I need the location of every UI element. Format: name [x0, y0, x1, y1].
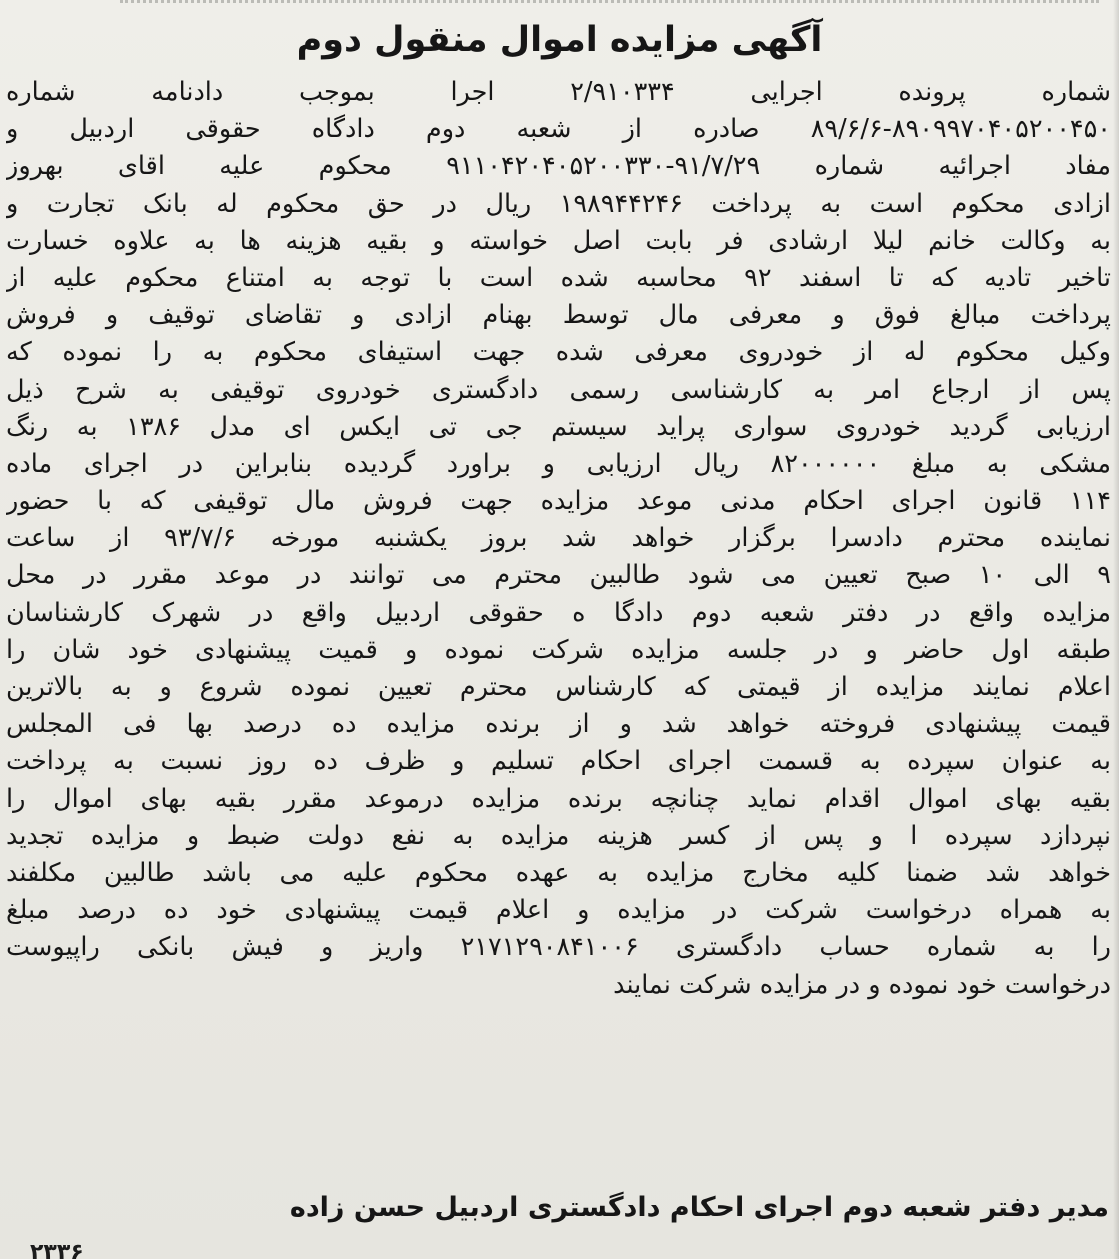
notice-body	[6, 74, 1111, 1004]
body-line: مزایده واقع در دفتر شعبه دوم دادگا ه حقوقی اردبیل واقع در شهرک کارشناسان	[6, 597, 1111, 628]
paper-edge-shadow	[1113, 0, 1119, 1259]
body-line: ارزیابی گردید خودروی سواری پراید سیستم جی تی ایکس ای مدل ۱۳۸۶ به رنگ	[6, 411, 1111, 442]
body-line: ۸۹/۶/۶-۸۹۰۹۹۷۰۴۰۵۲۰۰۴۵۰ صادره از شعبه دوم دادگاه حقوقی اردبیل و	[6, 114, 1111, 145]
body-line: خواهد شد ضمنا کلیه مخارج مزایده به عهده محکوم علیه می باشد طالبین مکلفند	[6, 857, 1111, 888]
body-line-last: درخواست خود نموده و در مزایده شرکت نمایند	[613, 969, 1111, 1000]
body-line: شماره پرونده اجرایی ۲/۹۱۰۳۳۴ اجرا بموجب دادنامه شماره	[6, 77, 1111, 107]
signature-line: مدیر دفتر شعبه دوم اجرای احکام دادگستری اردبیل حسن زاده	[289, 1192, 1109, 1223]
body-line: ۹ الی ۱۰ صبح تعیین می شود طالبین محترم می توانند در موعد مقرر در محل	[6, 560, 1111, 591]
body-line: قیمت پیشنهادی فروخته خواهد شد و از برنده مزایده ده درصد بها فی المجلس	[6, 709, 1111, 740]
notice-title: آگهی مزایده اموال منقول دوم	[296, 20, 823, 60]
body-line: ۱۱۴ قانون اجرای احکام مدنی موعد مزایده جهت فروش مال توقیفی که با حضور	[6, 486, 1111, 517]
body-line: به عنوان سپرده به قسمت اجرای احکام تسلیم و ظرف ده روز نسبت به پرداخت	[6, 746, 1111, 777]
body-line: تاخیر تادیه که تا اسفند ۹۲ محاسبه شده است با توجه به امتناع محکوم علیه از	[6, 262, 1111, 293]
body-line: ازادی محکوم است به پرداخت ۱۹۸۹۴۴۲۴۶ ریال در حق محکوم له بانک تجارت و	[6, 188, 1111, 219]
body-line: به وکالت خانم لیلا ارشادی فر بابت اصل خواسته و بقیه هزینه ها به علاوه خسارت	[6, 225, 1111, 256]
body-line: نماینده محترم دادسرا برگزار خواهد شد بروز یکشنبه مورخه ۹۳/۷/۶ از ساعت	[6, 523, 1111, 554]
body-line: بقیه بهای اموال اقدام نماید چنانچه برنده مزایده درموعد مقرر بقیه بهای اموال را	[6, 783, 1111, 814]
body-line: را به شماره حساب دادگستری ۲۱۷۱۲۹۰۸۴۱۰۰۶ واریز و فیش بانکی راپیوست	[6, 932, 1111, 963]
body-line: به همراه درخواست شرکت در مزایده و اعلام قیمت پیشنهادی خود ده درصد مبلغ	[6, 895, 1111, 926]
print-bleed	[120, 0, 1099, 9]
body-line: اعلام نمایند مزایده از قیمتی که کارشناس محترم تعیین نموده شروع و به بالاترین	[6, 672, 1111, 702]
body-line: مشکی به مبلغ ۸۲۰۰۰۰۰۰ ریال ارزیابی و براورد گردیده بنابراین در اجرای ماده	[6, 448, 1111, 479]
body-line: پرداخت مبالغ فوق و معرفی مال توسط بهنام ازادی و تقاضای توقیف و فروش	[6, 300, 1111, 331]
footer-code: ۲۳۳۶	[30, 1240, 84, 1259]
body-line: طبقه اول حاضر و در جلسه مزایده شرکت نموده و قمیت پیشنهادی خود شان را	[6, 634, 1111, 665]
body-line: مفاد اجرائیه شماره ۹۱/۷/۲۹-۹۱۱۰۴۲۰۴۰۵۲۰۰۳۳۰ محکوم علیه اقای بهروز	[6, 151, 1111, 182]
body-line: وکیل محکوم له از خودروی معرفی شده جهت استیفای محکوم به را نموده که	[6, 337, 1111, 368]
body-line: پس از ارجاع امر به کارشناسی رسمی دادگستری خودروی توقیفی به شرح ذیل	[6, 374, 1111, 405]
body-line: نپردازد سپرده ا و پس از کسر هزینه مزایده به نفع دولت ضبط و مزایده تجدید	[6, 820, 1111, 851]
